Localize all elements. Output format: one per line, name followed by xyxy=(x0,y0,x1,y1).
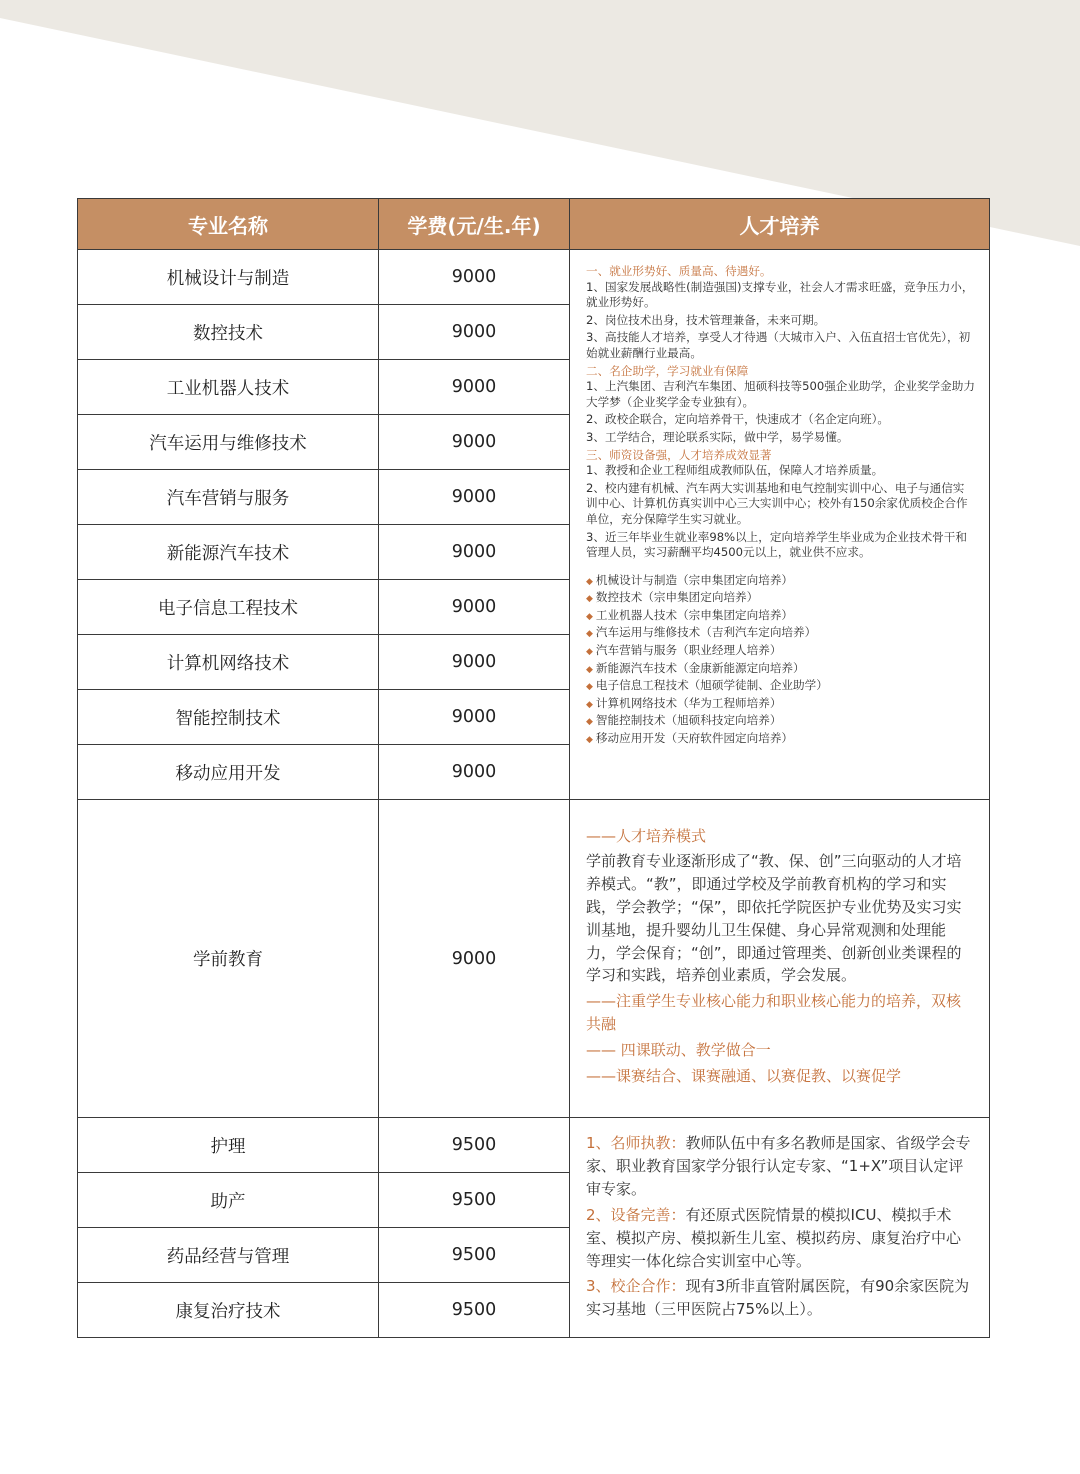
directed-item xyxy=(586,713,975,731)
tuition-fee: 9000 xyxy=(379,580,570,635)
training-point: ——注重学生专业核心能力和职业核心能力的培养，双核共融 xyxy=(586,992,962,1034)
diamond-icon: ◆ xyxy=(586,735,593,746)
training-detail-preschool xyxy=(570,800,990,1118)
point-label: 1、名师执教： xyxy=(586,1134,686,1152)
directed-item-text: 新能源汽车技术（金康新能源定向培养） xyxy=(595,660,805,675)
tuition-fee: 9000 xyxy=(379,360,570,415)
table-row xyxy=(78,1118,990,1173)
tuition-fee: 9000 xyxy=(379,635,570,690)
column-header-tuition: 学费(元/生.年) xyxy=(379,199,570,250)
point-text: 有还原式医院情景的模拟ICU、模拟手术室、模拟产房、模拟新生儿室、模拟药房、康复治疗中心等理实一体化综合实训室中心等。 xyxy=(586,1205,962,1270)
tuition-fee: 9000 xyxy=(379,470,570,525)
major-name: 计算机网络技术 xyxy=(78,635,379,690)
tuition-fee: 9500 xyxy=(379,1173,570,1228)
tuition-fee: 9500 xyxy=(379,1228,570,1283)
section-item: 3、近三年毕业生就业率98%以上，定向培养学生毕业成为企业技术骨干和管理人员，实习薪酬平均4500元以上，就业供不应求。 xyxy=(586,529,967,560)
directed-item xyxy=(586,731,975,749)
tuition-fee: 9000 xyxy=(379,305,570,360)
section-item: 2、政校企联合，定向培养骨干，快速成才（名企定向班）。 xyxy=(586,412,890,427)
diamond-icon: ◆ xyxy=(586,647,593,658)
major-name: 工业机器人技术 xyxy=(78,360,379,415)
training-point: —— 四课联动、教学做合一 xyxy=(586,1041,771,1060)
major-name: 电子信息工程技术 xyxy=(78,580,379,635)
training-detail-engineering xyxy=(570,250,990,800)
majors-table xyxy=(77,198,990,1338)
table-row xyxy=(78,250,990,305)
directed-item xyxy=(586,661,975,679)
training-point xyxy=(586,1275,973,1321)
section-item: 2、岗位技术出身，技术管理兼备，未来可期。 xyxy=(586,312,826,327)
point-label: 3、校企合作： xyxy=(586,1277,686,1296)
major-name: 护理 xyxy=(78,1118,379,1173)
section-item: 1、国家发展战略性(制造强国)支撑专业，社会人才需求旺盛，竞争压力小，就业形势好。 xyxy=(586,279,974,310)
tuition-fee: 9000 xyxy=(379,415,570,470)
directed-item-text: 移动应用开发（天府软件园定向培养） xyxy=(595,731,794,746)
section-item: 2、校内建有机械、汽车两大实训基地和电气控制实训中心、电子与通信实训中心、计算机仿真实训中心三大实训中心；校外有150余家优质校企合作单位，充分保障学生实习就业。 xyxy=(586,480,968,526)
directed-item-text: 汽车营销与服务（职业经理人培养） xyxy=(595,643,782,658)
diamond-icon: ◆ xyxy=(586,717,593,728)
major-name: 药品经营与管理 xyxy=(78,1228,379,1283)
training-detail-medical xyxy=(570,1118,990,1338)
training-point xyxy=(586,1132,973,1201)
training-paragraph: 学前教育专业逐渐形成了“教、保、创”三向驱动的人才培养模式。“教”，即通过学校及学前教育机构的学习和实践，学会教学；“保”，即依托学院医护专业优势及实习实训基地，提升婴幼儿卫生保健、身心异常观测和处理能力，学会保育；“创”，即通过管理类、创新创业类课程的学习和实践，培养创业素质，学会发展。 xyxy=(586,851,962,985)
tuition-fee: 9000 xyxy=(379,525,570,580)
major-name: 康复治疗技术 xyxy=(78,1283,379,1338)
directed-item-text: 计算机网络技术（华为工程师培养） xyxy=(595,695,782,710)
section-item: 1、教授和企业工程师组成教师队伍，保障人才培养质量。 xyxy=(586,463,884,478)
tuition-fee: 9500 xyxy=(379,1118,570,1173)
diamond-icon: ◆ xyxy=(586,629,593,640)
point-text: 现有3所非直管附属医院，有90余家医院为实习基地（三甲医院占75%以上）。 xyxy=(586,1277,970,1319)
column-header-major-name: 专业名称 xyxy=(78,199,379,250)
major-name: 数控技术 xyxy=(78,305,379,360)
directed-item-text: 电子信息工程技术（旭硕学徒制、企业助学） xyxy=(595,678,828,693)
tuition-fee: 9000 xyxy=(379,250,570,305)
directed-item xyxy=(586,573,975,591)
major-name: 智能控制技术 xyxy=(78,690,379,745)
point-text: 教师队伍中有多名教师是国家、省级学会专家、职业教育国家学分银行认定专家、“1+X”项目认定评审专家。 xyxy=(586,1134,971,1198)
diamond-icon: ◆ xyxy=(586,594,593,605)
section-title: 二、名企助学，学习就业有保障 xyxy=(586,363,749,378)
major-name: 汽车运用与维修技术 xyxy=(78,415,379,470)
directed-item xyxy=(586,625,975,643)
tuition-fee: 9000 xyxy=(379,745,570,800)
point-label: 2、设备完善： xyxy=(586,1205,686,1224)
section-title: 一、就业形势好、质量高、待遇好。 xyxy=(586,264,772,278)
directed-item xyxy=(586,678,975,696)
training-heading: ——人才培养模式 xyxy=(586,827,707,845)
diamond-icon: ◆ xyxy=(586,682,593,693)
column-header-talent-training: 人才培养 xyxy=(570,199,990,250)
directed-item xyxy=(586,608,975,626)
directed-item xyxy=(586,590,975,608)
section-item: 3、工学结合，理论联系实际，做中学，易学易懂。 xyxy=(586,429,849,444)
diamond-icon: ◆ xyxy=(586,576,593,587)
table-header-row xyxy=(78,199,990,250)
tuition-fee: 9000 xyxy=(379,690,570,745)
directed-item-text: 机械设计与制造（宗申集团定向培养） xyxy=(595,572,794,587)
major-name: 汽车营销与服务 xyxy=(78,470,379,525)
directed-item-text: 智能控制技术（旭硕科技定向培养） xyxy=(595,713,782,728)
section-item: 3、高技能人才培养，享受人才待遇（大城市入户、入伍直招士官优先），初始就业薪酬行业最高。 xyxy=(586,330,971,360)
tuition-fee: 9000 xyxy=(379,800,570,1118)
training-point: ——课赛结合、课赛融通、以赛促教、以赛促学 xyxy=(586,1067,902,1086)
major-name: 机械设计与制造 xyxy=(78,250,379,305)
directed-item xyxy=(586,643,975,661)
major-name: 移动应用开发 xyxy=(78,745,379,800)
tuition-fee: 9500 xyxy=(379,1283,570,1338)
major-name: 助产 xyxy=(78,1173,379,1228)
directed-item-text: 数控技术（宗申集团定向培养） xyxy=(595,590,759,605)
section-title: 三、师资设备强，人才培养成效显著 xyxy=(586,447,772,462)
directed-item-text: 汽车运用与维修技术（吉利汽车定向培养） xyxy=(595,625,817,640)
major-name: 学前教育 xyxy=(78,800,379,1118)
table-row xyxy=(78,800,990,1118)
section-item: 1、上汽集团、吉利汽车集团、旭硕科技等500强企业助学，企业奖学金助力大学梦（企业奖学金专业独有）。 xyxy=(586,379,975,409)
training-point xyxy=(586,1204,973,1273)
directed-item xyxy=(586,696,975,714)
diamond-icon: ◆ xyxy=(586,699,593,710)
diamond-icon: ◆ xyxy=(586,664,593,675)
directed-item-text: 工业机器人技术（宗申集团定向培养） xyxy=(595,607,794,622)
diamond-icon: ◆ xyxy=(586,611,593,622)
major-name: 新能源汽车技术 xyxy=(78,525,379,580)
